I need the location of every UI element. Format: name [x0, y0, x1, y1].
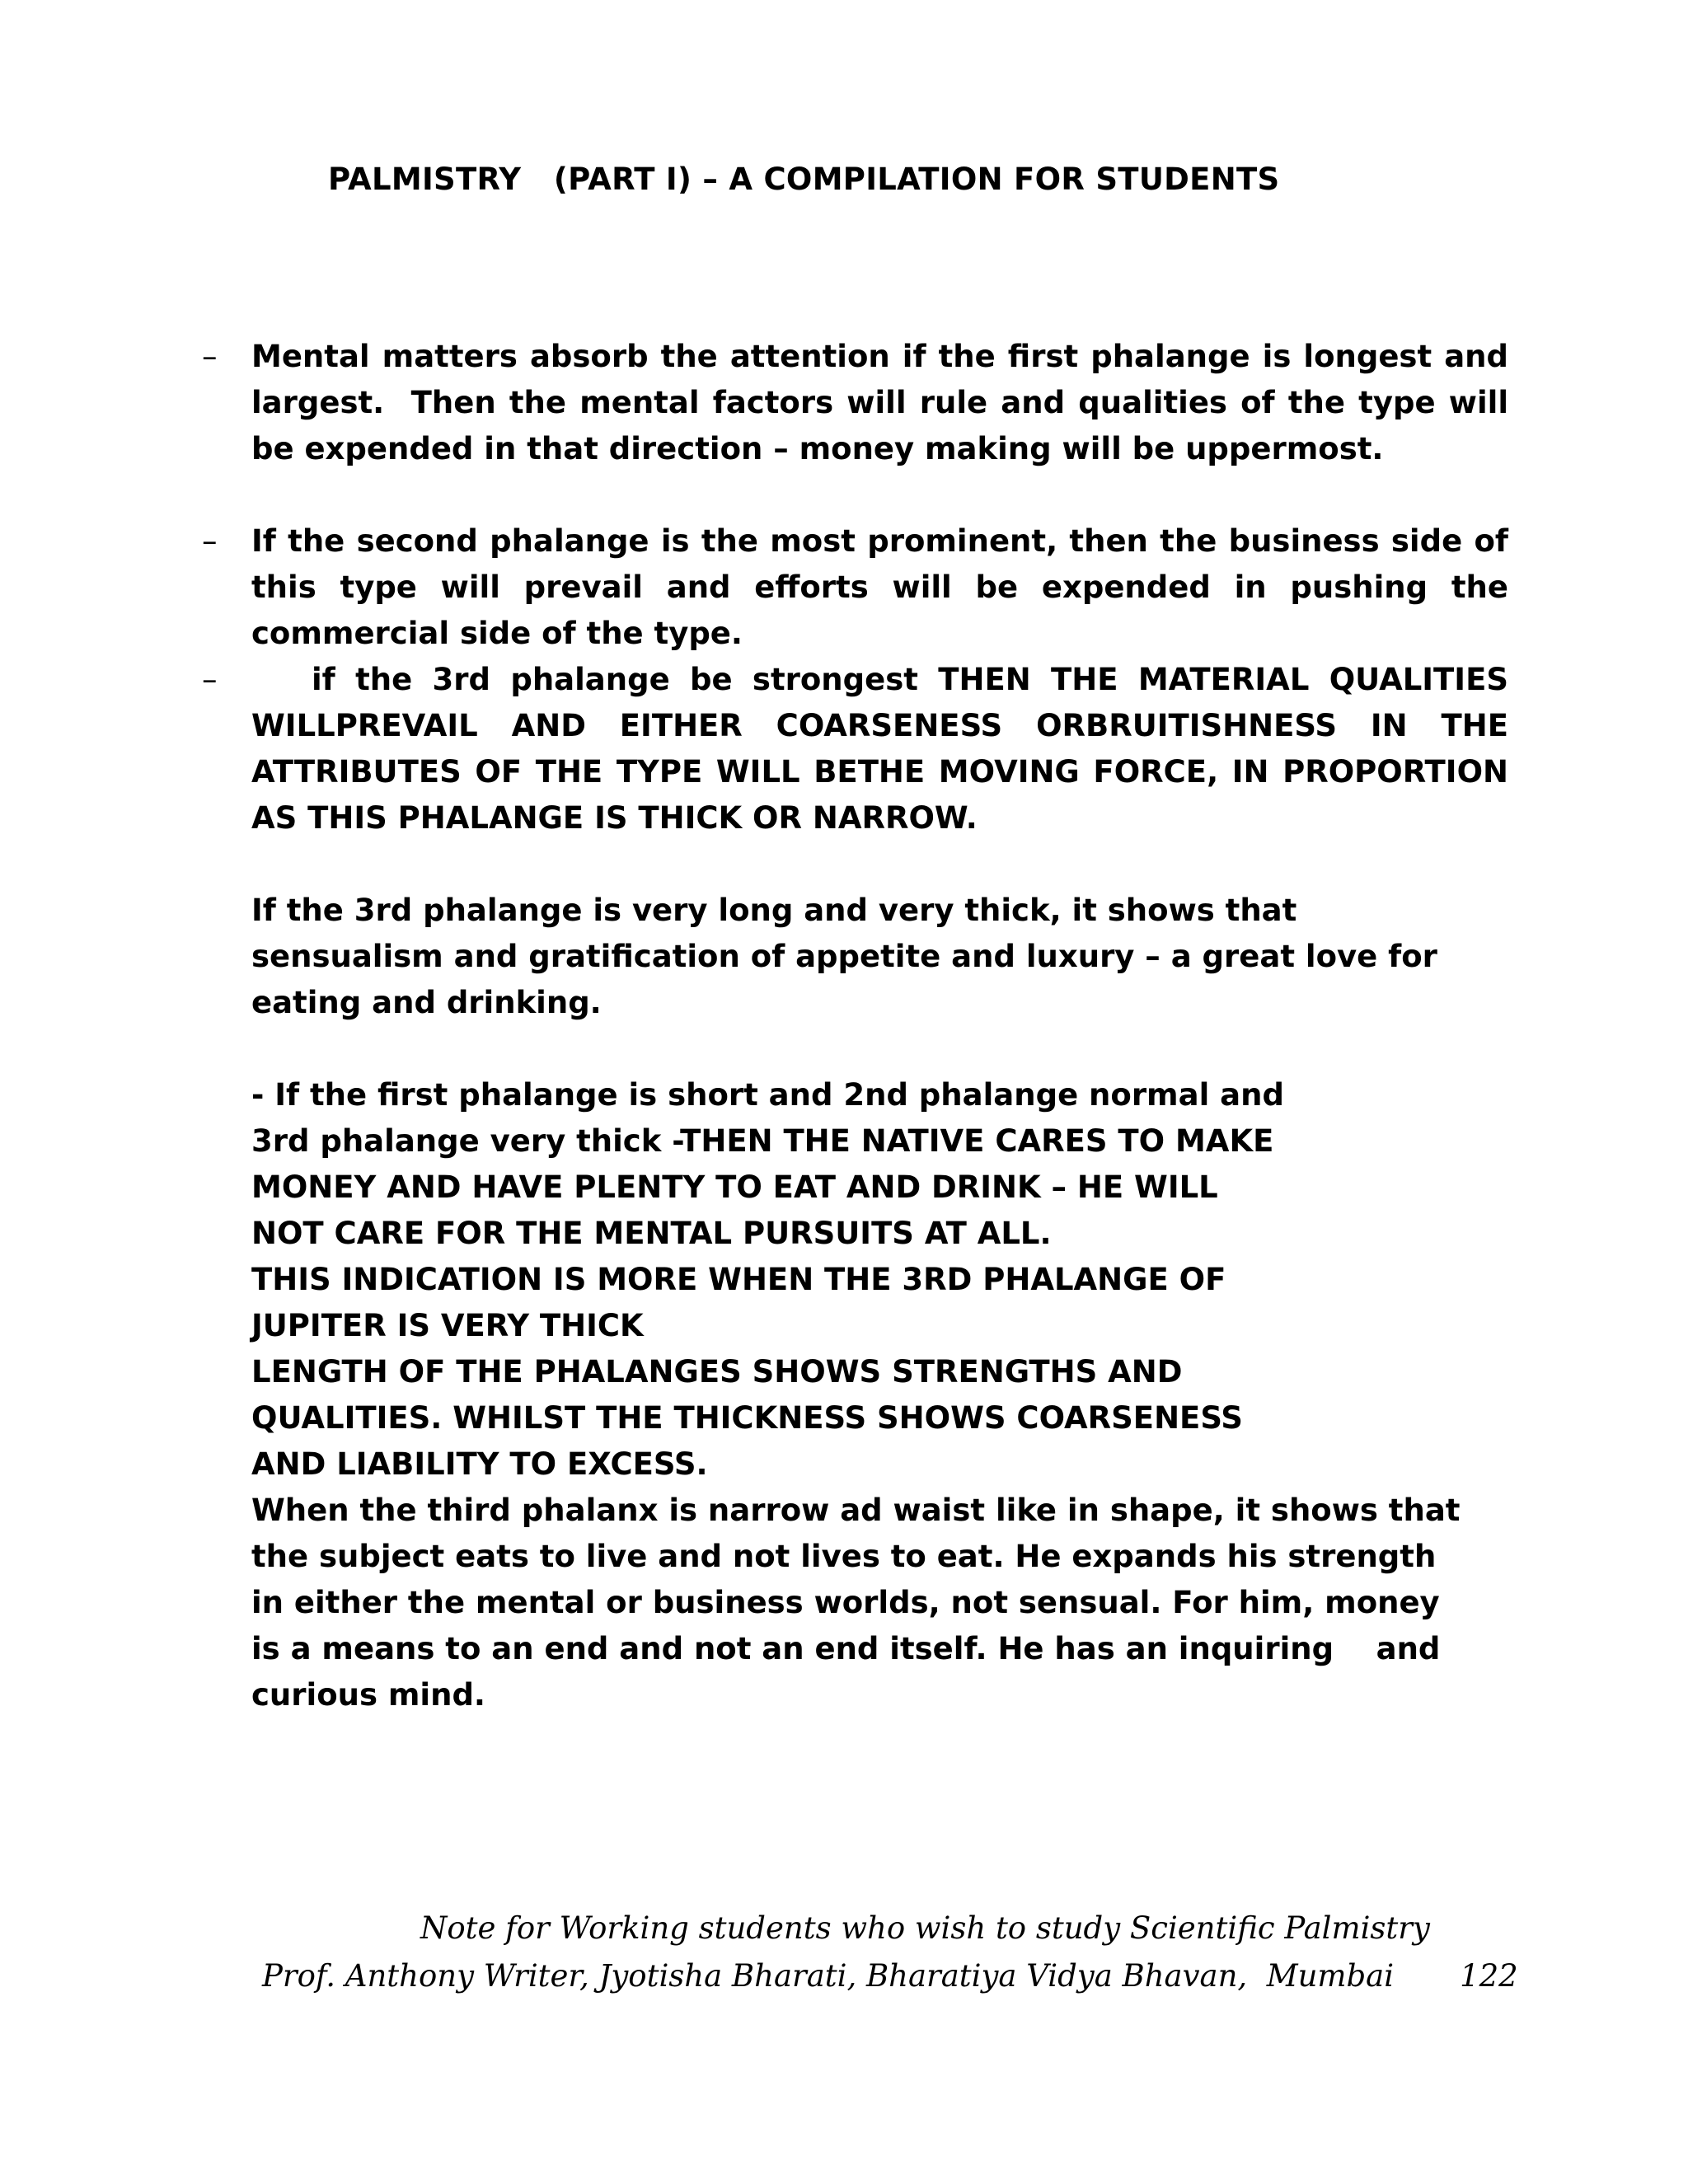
paragraph-line: QUALITIES. WHILST THE THICKNESS SHOWS COARSENESS: [251, 1400, 1243, 1436]
page-title: PALMISTRY (PART I) – A COMPILATION FOR STUDENTS: [328, 162, 1280, 197]
footer-credit: [0, 1953, 1688, 1999]
paragraph-line: in either the mental or business worlds, not sensual. For him, money: [251, 1585, 1440, 1620]
paragraph-line: - If the first phalange is short and 2nd phalange normal and: [251, 1077, 1284, 1113]
bullet-text: If the second phalange is the most prominent, then the business side of this type will prevail and efforts will be expended in pushing the commercial side of the type.: [251, 523, 1519, 651]
paragraph-line: the subject eats to live and not lives to eat. He expands his strength: [251, 1539, 1437, 1574]
paragraph-line: NOT CARE FOR THE MENTAL PURSUITS AT ALL.: [251, 1216, 1052, 1251]
paragraph-line: sensualism and gratification of appetite and luxury – a great love for: [251, 939, 1437, 974]
footer-note: Note for Working students who wish to study Scientific Palmistry: [420, 1910, 1430, 1946]
bullet-dash: –: [202, 662, 218, 697]
bullet-dash: –: [202, 339, 218, 374]
paragraph-line: MONEY AND HAVE PLENTY TO EAT AND DRINK – HE WILL: [251, 1169, 1218, 1205]
paragraph-thick-phalange: [251, 888, 1504, 1026]
bullet-dash: –: [202, 523, 218, 559]
paragraph-line: THIS INDICATION IS MORE WHEN THE 3RD PHALANGE OF: [251, 1262, 1226, 1297]
paragraph-line: LENGTH OF THE PHALANGES SHOWS STRENGTHS AND: [251, 1354, 1183, 1390]
paragraph-line: JUPITER IS VERY THICK: [251, 1308, 644, 1343]
page-number: 122: [1460, 1958, 1518, 1994]
paragraph-line: When the third phalanx is narrow ad waist like in shape, it shows that: [251, 1493, 1461, 1528]
paragraph-short-phalange: [251, 1072, 1460, 1718]
footer-credit-text: Prof. Anthony Writer, Jyotisha Bharati, Bharatiya Vidya Bhavan, Mumbai: [262, 1958, 1395, 1994]
paragraph-line: If the 3rd phalange is very long and very thick, it shows that: [251, 893, 1297, 928]
paragraph-line: is a means to an end and not an end itself. He has an inquiring and: [251, 1631, 1441, 1666]
bullet-text: Mental matters absorb the attention if the first phalange is longest and largest. Then the mental factors will rule and qualities of the type will be expended in that direction – money making will be uppermost.: [251, 339, 1519, 466]
paragraph-line: AND LIABILITY TO EXCESS.: [251, 1446, 708, 1482]
bullet-text: if the 3rd phalange be strongest THEN THE MATERIAL QUALITIES WILLPREVAIL AND EITHER COARSENESS ORBRUITISHNESS IN THE ATTRIBUTES OF THE TYPE WILL BETHE MOVING FORCE, IN PROPORTION AS THIS PHALANGE IS THICK OR NARROW.: [251, 662, 1519, 836]
paragraph-line: eating and drinking.: [251, 985, 602, 1020]
paragraph-line: curious mind.: [251, 1677, 485, 1713]
paragraph-line: 3rd phalange very thick -THEN THE NATIVE CARES TO MAKE: [251, 1123, 1274, 1159]
